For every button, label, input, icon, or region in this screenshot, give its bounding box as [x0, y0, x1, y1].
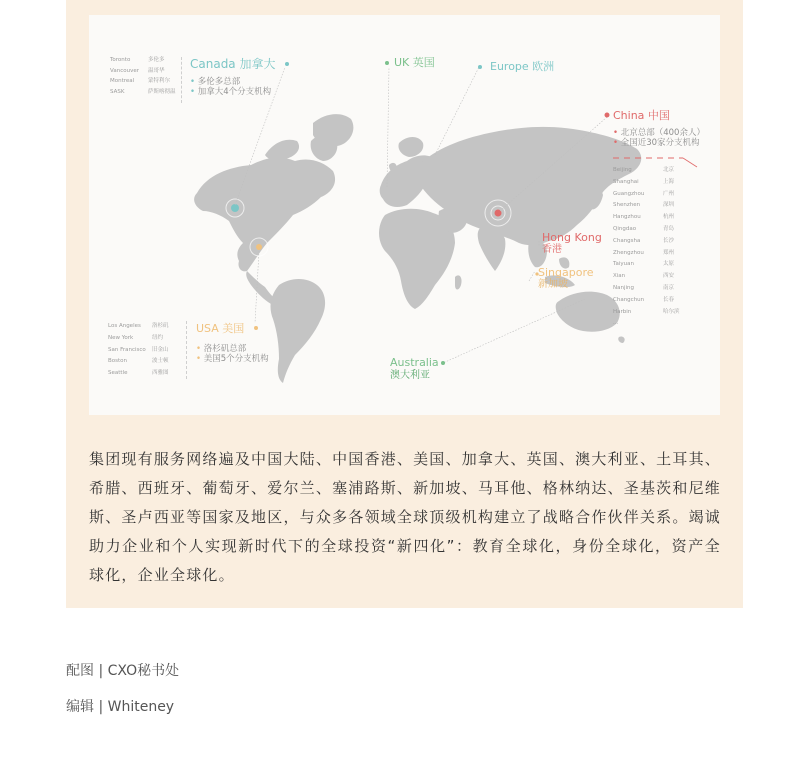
usa-title: USA 美国: [196, 322, 245, 335]
china-title: China 中国: [613, 109, 670, 122]
image-credit: 配图 | CXO秘书处: [66, 663, 180, 679]
uk-title: UK 英国: [394, 56, 435, 69]
canada-city-list: Toronto 多伦多 Vancouver 温哥华 Montreal 蒙特利尔 SASK 萨斯喀彻温: [110, 57, 176, 95]
china-bullets: • 北京总部（400余人） • 全国近30家分支机构: [613, 128, 705, 149]
canada-divider: [181, 57, 183, 103]
singapore-label: Singapore 新加坡: [538, 266, 594, 291]
canada-title: Canada 加拿大: [190, 57, 276, 71]
australia-label: Australia 澳大利亚: [390, 356, 439, 381]
editor-credit: 编辑 | Whiteney: [66, 699, 175, 715]
usa-city-list: Los Angeles 洛杉矶 New York 纽约 San Francisco 旧金山 Boston 波士顿 Seattle 西雅图: [108, 323, 169, 377]
usa-divider: [186, 321, 188, 379]
usa-bullets: • 洛杉矶总部 • 美国5个分支机构: [196, 344, 269, 365]
hongkong-label: Hong Kong 香港: [542, 231, 602, 256]
canada-bullets: • 多伦多总部 • 加拿大4个分支机构: [190, 77, 272, 98]
europe-title: Europe 欧洲: [490, 60, 555, 73]
intro-paragraph: 集团现有服务网络遍及中国大陆、中国香港、美国、加拿大、英国、澳大利亚、土耳其、希腊、西班牙、葡萄牙、爱尔兰、塞浦路斯、新加坡、马耳他、格林纳达、圣基茨和尼维斯、圣卢西亚等国家及地区，与众多各领域全球顶级机构建立了战略合作伙伴关系。竭诚助力企业和个人实现新时代下的全球投资“新四化”：教育全球化，身份全球化，资产全球化，企业全球化。: [89, 450, 721, 584]
china-city-list: Beijing 北京 Shanghai 上海 Guangzhou 广州 Shenzhen 深圳 Hangzhou 杭州 Qingdao 青岛 Changsha 长沙 Zhengzhou 郑州 Taiyuan 太原 Xian 西安 Nanjing 南京 Changchun 长春 Harbin 哈尔滨 ...: [613, 167, 680, 327]
world-map-figure: [89, 15, 720, 415]
